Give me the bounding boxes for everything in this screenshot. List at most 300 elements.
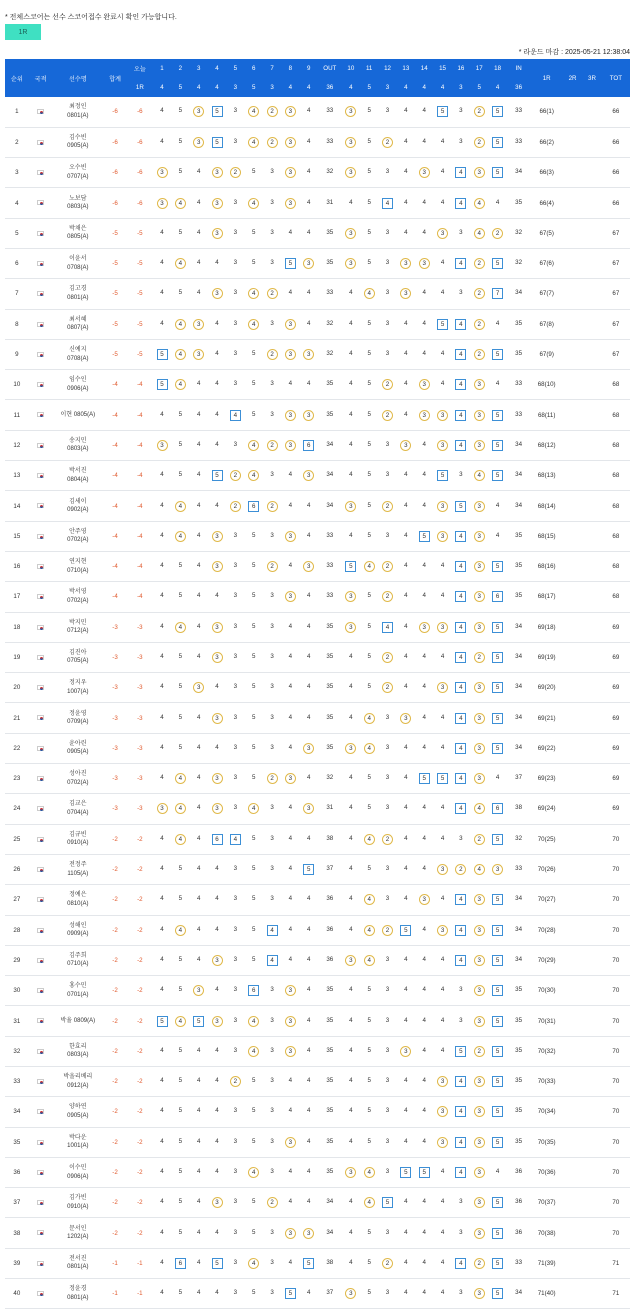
- player-cell[interactable]: [52, 1036, 103, 1066]
- player-cell[interactable]: [52, 1127, 103, 1157]
- score-value: 4: [196, 1077, 201, 1085]
- hole-score: [153, 370, 171, 400]
- hole-score: [488, 1097, 506, 1127]
- player-cell[interactable]: [52, 1218, 103, 1248]
- korea-flag-icon: [37, 776, 44, 781]
- score-value: 4: [196, 562, 201, 570]
- score-value: 3: [385, 228, 390, 236]
- player-row[interactable]: [5, 400, 630, 430]
- leaderboard: [5, 59, 630, 1309]
- score-value: 4: [404, 350, 408, 358]
- score-value: 4: [307, 955, 311, 963]
- player-row[interactable]: [5, 915, 630, 945]
- score-value: 2: [474, 288, 485, 299]
- round1-score: 68(11): [530, 400, 562, 430]
- score-value: 4: [422, 198, 426, 206]
- score-value: 3: [233, 440, 238, 448]
- score-value: 2: [267, 288, 278, 299]
- score-value: 4: [215, 350, 219, 358]
- score-value: 4: [422, 471, 426, 479]
- hole-score: [415, 1067, 433, 1097]
- player-row[interactable]: [5, 642, 630, 672]
- total-score: -4: [103, 430, 127, 460]
- hole-score: [190, 1188, 208, 1218]
- hole-score: [488, 248, 506, 278]
- hole-score: [342, 1097, 360, 1127]
- hole-score: [452, 733, 470, 763]
- score-value: 4: [404, 1258, 408, 1266]
- player-row[interactable]: [5, 764, 630, 794]
- score-value: 4: [404, 380, 408, 388]
- score-value: 2: [267, 1197, 278, 1208]
- player-row[interactable]: [5, 1218, 630, 1248]
- hole-score: [360, 976, 378, 1006]
- player-birth-code: 0910(A): [67, 840, 89, 847]
- hole-score: [415, 1188, 433, 1218]
- hole-score: [488, 582, 506, 612]
- player-birth-code: 0803(A): [67, 446, 89, 453]
- score-value: 4: [349, 986, 353, 994]
- score-value: 5: [212, 470, 223, 481]
- score-value: 2: [474, 1258, 485, 1269]
- player-cell[interactable]: [52, 158, 103, 188]
- player-row[interactable]: [5, 461, 630, 491]
- player-row[interactable]: [5, 854, 630, 884]
- player-cell[interactable]: [52, 945, 103, 975]
- score-value: 4: [215, 865, 219, 873]
- player-row[interactable]: [5, 1127, 630, 1157]
- player-row[interactable]: [5, 1097, 630, 1127]
- col-hole-1: 1: [153, 59, 171, 78]
- score-value: 5: [367, 531, 371, 539]
- player-cell[interactable]: [52, 279, 103, 309]
- hole-score: [433, 673, 451, 703]
- score-value: 4: [288, 1168, 293, 1176]
- hole-score: [226, 521, 244, 551]
- hole-score: [281, 733, 299, 763]
- score-value: 3: [385, 1137, 390, 1145]
- hole-score: [281, 1006, 299, 1036]
- hole-score: [415, 551, 433, 581]
- hole-score: [226, 1036, 244, 1066]
- score-value: 4: [215, 410, 219, 418]
- player-cell[interactable]: [52, 1097, 103, 1127]
- score-value: 6: [248, 501, 259, 512]
- rank-cell: 22: [5, 733, 29, 763]
- score-value: 3: [212, 1197, 223, 1208]
- player-cell[interactable]: [52, 733, 103, 763]
- player-cell[interactable]: [52, 915, 103, 945]
- player-cell[interactable]: [52, 854, 103, 884]
- player-cell[interactable]: [52, 764, 103, 794]
- hole-score: [281, 1127, 299, 1157]
- player-name: 김가빈: [69, 1195, 87, 1202]
- hole-score: [360, 1279, 378, 1309]
- score-value: 3: [385, 1168, 390, 1176]
- player-row[interactable]: [5, 218, 630, 248]
- hole-score: [208, 309, 226, 339]
- player-row[interactable]: [5, 127, 630, 157]
- hole-score: [245, 551, 263, 581]
- hole-score: [245, 248, 263, 278]
- out-total: [318, 1127, 342, 1157]
- hole-score: [208, 703, 226, 733]
- score-value: 4: [196, 592, 201, 600]
- player-cell[interactable]: [52, 370, 103, 400]
- hole-score: [415, 764, 433, 794]
- score-value: 2: [492, 228, 503, 239]
- in-total: [507, 400, 531, 430]
- player-name: 박지민: [69, 619, 87, 626]
- hole-score: [488, 430, 506, 460]
- score-value: 5: [251, 652, 256, 660]
- score-value: 4: [196, 259, 201, 267]
- score-value: 4: [349, 804, 353, 812]
- hole-score: [452, 824, 470, 854]
- player-cell[interactable]: [52, 461, 103, 491]
- score-value: 33: [515, 107, 523, 115]
- player-row[interactable]: [5, 309, 630, 339]
- player-cell[interactable]: [52, 339, 103, 369]
- score-value: 3: [385, 259, 390, 267]
- hole-score: [397, 188, 415, 218]
- score-value: 3: [212, 652, 223, 663]
- player-cell[interactable]: [52, 491, 103, 521]
- player-row[interactable]: [5, 673, 630, 703]
- player-cell[interactable]: [52, 1157, 103, 1187]
- score-value: 4: [196, 1258, 201, 1266]
- out-total: [318, 430, 342, 460]
- score-value: 4: [160, 1046, 164, 1054]
- hole-score: [470, 97, 488, 127]
- score-value: 35: [515, 350, 523, 358]
- hole-score: [300, 430, 318, 460]
- player-row[interactable]: [5, 1067, 630, 1097]
- player-name: 김수빈: [69, 134, 87, 141]
- hole-score: [300, 1067, 318, 1097]
- player-cell[interactable]: [52, 1248, 103, 1278]
- score-value: 34: [515, 895, 523, 903]
- player-row[interactable]: [5, 248, 630, 278]
- player-cell[interactable]: [52, 824, 103, 854]
- score-value: 4: [160, 1107, 164, 1115]
- score-value: 32: [326, 168, 334, 176]
- player-row[interactable]: [5, 188, 630, 218]
- score-value: 5: [367, 774, 371, 782]
- score-value: 35: [326, 380, 334, 388]
- player-row[interactable]: [5, 339, 630, 369]
- player-cell[interactable]: [52, 612, 103, 642]
- score-value: 4: [196, 895, 201, 903]
- score-value: 4: [196, 228, 201, 236]
- score-value: 4: [160, 319, 164, 327]
- hole-score: [208, 976, 226, 1006]
- hole-score: [300, 551, 318, 581]
- player-row[interactable]: [5, 279, 630, 309]
- player-cell[interactable]: [52, 1067, 103, 1097]
- score-value: 5: [492, 167, 503, 178]
- out-total: [318, 551, 342, 581]
- player-birth-code: 0702(A): [67, 537, 89, 544]
- score-value: 5: [367, 804, 371, 812]
- player-name: 박서진: [69, 468, 87, 475]
- hole-score: [281, 461, 299, 491]
- player-cell[interactable]: [52, 703, 103, 733]
- hole-score: [281, 158, 299, 188]
- total-score: -6: [103, 188, 127, 218]
- score-value: 7: [492, 288, 503, 299]
- hole-score: [190, 400, 208, 430]
- hole-score: [245, 764, 263, 794]
- score-value: 4: [160, 652, 164, 660]
- score-value: 4: [160, 713, 164, 721]
- nation-cell: [29, 127, 53, 157]
- out-total: [318, 612, 342, 642]
- score-value: 4: [160, 1289, 164, 1297]
- player-cell[interactable]: [52, 1279, 103, 1309]
- player-row[interactable]: [5, 945, 630, 975]
- rank-cell: 28: [5, 915, 29, 945]
- player-cell[interactable]: [52, 794, 103, 824]
- score-value: 5: [492, 652, 503, 663]
- player-row[interactable]: [5, 1036, 630, 1066]
- out-total: [318, 339, 342, 369]
- rank-cell: 37: [5, 1188, 29, 1218]
- hole-score: [263, 158, 281, 188]
- hole-score: [360, 794, 378, 824]
- hole-score: [433, 1157, 451, 1187]
- score-value: 5: [367, 1258, 371, 1266]
- score-value: 4: [349, 895, 353, 903]
- player-row[interactable]: [5, 794, 630, 824]
- hole-score: [342, 1157, 360, 1187]
- korea-flag-icon: [37, 685, 44, 690]
- score-value: 4: [288, 865, 293, 873]
- hole-score: [226, 158, 244, 188]
- score-value: 4: [440, 1016, 445, 1024]
- total-score: -2: [103, 1157, 127, 1187]
- score-value: 4: [215, 1046, 219, 1054]
- score-value: 4: [175, 834, 186, 845]
- hole-score: [226, 1188, 244, 1218]
- score-value: 4: [474, 864, 485, 875]
- player-cell[interactable]: [52, 248, 103, 278]
- player-cell[interactable]: [52, 976, 103, 1006]
- hole-score: [208, 1006, 226, 1036]
- hole-score: [342, 309, 360, 339]
- player-birth-code: 0906(A): [67, 1173, 89, 1180]
- player-cell[interactable]: [52, 673, 103, 703]
- hole-score: [300, 582, 318, 612]
- col-hole-3: 3: [190, 59, 208, 78]
- player-cell[interactable]: [52, 582, 103, 612]
- score-value: 4: [307, 531, 311, 539]
- hole-score: [300, 945, 318, 975]
- score-value: 35: [326, 1168, 334, 1176]
- hole-score: [300, 794, 318, 824]
- hole-score: [433, 309, 451, 339]
- in-total: [507, 1097, 531, 1127]
- hole-score: [171, 309, 189, 339]
- score-value: 4: [455, 925, 466, 936]
- hole-score: [488, 400, 506, 430]
- rank-cell: 33: [5, 1067, 29, 1097]
- score-value: 38: [515, 804, 523, 812]
- tot-score: 69: [602, 794, 630, 824]
- hole-score: [415, 188, 433, 218]
- player-cell[interactable]: [52, 1188, 103, 1218]
- player-name: 정지우: [69, 680, 87, 687]
- hole-score: [342, 612, 360, 642]
- player-row[interactable]: [5, 612, 630, 642]
- score-value: 3: [474, 1288, 485, 1299]
- score-value: 4: [248, 319, 259, 330]
- round-1r-button[interactable]: 1R: [5, 24, 41, 40]
- score-value: 5: [251, 1289, 256, 1297]
- nation-cell: [29, 673, 53, 703]
- score-value: 4: [349, 1077, 353, 1085]
- score-value: 35: [326, 652, 334, 660]
- hole-score: [378, 309, 396, 339]
- total-score: -2: [103, 1006, 127, 1036]
- score-value: 31: [326, 198, 334, 206]
- player-cell[interactable]: [52, 1006, 103, 1036]
- hole-score: [470, 370, 488, 400]
- round3-score: [582, 400, 601, 430]
- player-row[interactable]: [5, 733, 630, 763]
- round1-score: 69(20): [530, 673, 562, 703]
- in-total: [507, 1248, 531, 1278]
- score-value: 3: [345, 1167, 356, 1178]
- score-value: 3: [233, 259, 238, 267]
- score-value: 35: [515, 198, 523, 206]
- korea-flag-icon: [37, 1140, 44, 1145]
- round3-score: [582, 279, 601, 309]
- player-row[interactable]: [5, 1157, 630, 1187]
- score-value: 3: [233, 1107, 238, 1115]
- hole-score: [226, 400, 244, 430]
- hole-score: [433, 885, 451, 915]
- player-row[interactable]: [5, 1279, 630, 1309]
- player-cell[interactable]: [52, 885, 103, 915]
- korea-flag-icon: [37, 988, 44, 993]
- score-value: 4: [349, 350, 353, 358]
- score-value: 3: [385, 471, 390, 479]
- player-row[interactable]: [5, 582, 630, 612]
- round2-score: [563, 642, 582, 672]
- player-cell[interactable]: [52, 188, 103, 218]
- hole-score: [360, 430, 378, 460]
- hole-score: [300, 1036, 318, 1066]
- hole-score: [226, 551, 244, 581]
- score-value: 3: [270, 531, 274, 539]
- hole-score: [452, 1097, 470, 1127]
- player-cell[interactable]: [52, 551, 103, 581]
- score-value: 3: [270, 259, 274, 267]
- player-cell[interactable]: [52, 309, 103, 339]
- hole-score: [281, 400, 299, 430]
- hole-score: [263, 1006, 281, 1036]
- player-cell[interactable]: [52, 127, 103, 157]
- score-value: 34: [326, 440, 334, 448]
- round3-score: [582, 1097, 601, 1127]
- score-value: 5: [178, 1137, 183, 1145]
- hole-score: [281, 703, 299, 733]
- in-total: [507, 521, 531, 551]
- hole-score: [342, 703, 360, 733]
- player-row[interactable]: [5, 521, 630, 551]
- total-score: -5: [103, 279, 127, 309]
- player-row[interactable]: [5, 551, 630, 581]
- score-value: 34: [326, 1228, 334, 1236]
- player-name: 김주희: [69, 952, 87, 959]
- player-cell[interactable]: [52, 521, 103, 551]
- tot-score: 68: [602, 582, 630, 612]
- player-row[interactable]: [5, 885, 630, 915]
- player-row[interactable]: [5, 824, 630, 854]
- hole-score: [190, 430, 208, 460]
- player-row[interactable]: [5, 158, 630, 188]
- hole-score: [300, 1279, 318, 1309]
- hole-score: [190, 1067, 208, 1097]
- score-value: 4: [349, 531, 353, 539]
- col-par-5: 3: [226, 78, 244, 97]
- hole-score: [190, 1006, 208, 1036]
- player-birth-code: 0803(A): [67, 1052, 89, 1059]
- hole-score: [415, 612, 433, 642]
- hole-score: [171, 1188, 189, 1218]
- player-row[interactable]: [5, 1188, 630, 1218]
- player-cell[interactable]: [52, 430, 103, 460]
- player-cell[interactable]: [52, 400, 103, 430]
- score-value: 4: [455, 713, 466, 724]
- score-value: 2: [382, 925, 393, 936]
- player-row[interactable]: [5, 703, 630, 733]
- score-value: 3: [385, 531, 390, 539]
- player-row[interactable]: [5, 370, 630, 400]
- score-value: 5: [367, 380, 371, 388]
- player-row[interactable]: [5, 1006, 630, 1036]
- player-row[interactable]: [5, 976, 630, 1006]
- score-value: 4: [422, 1077, 426, 1085]
- hole-score: [263, 1248, 281, 1278]
- player-row[interactable]: [5, 430, 630, 460]
- player-cell[interactable]: [52, 642, 103, 672]
- player-birth-code: 0710(A): [67, 567, 89, 574]
- score-value: 34: [326, 471, 334, 479]
- score-value: 4: [215, 1168, 219, 1176]
- player-cell[interactable]: [52, 97, 103, 127]
- player-cell[interactable]: [52, 218, 103, 248]
- score-value: 2: [474, 834, 485, 845]
- score-value: 5: [367, 652, 371, 660]
- player-row[interactable]: [5, 97, 630, 127]
- score-value: 5: [251, 895, 256, 903]
- in-total: [507, 127, 531, 157]
- hole-score: [281, 1218, 299, 1248]
- score-value: 4: [495, 774, 500, 782]
- score-value: 3: [385, 319, 390, 327]
- player-row[interactable]: [5, 491, 630, 521]
- player-row[interactable]: [5, 1248, 630, 1278]
- hole-score: [470, 309, 488, 339]
- score-value: 4: [248, 470, 259, 481]
- player-name: 전정주: [69, 862, 87, 869]
- score-value: 4: [196, 198, 201, 206]
- hole-score: [452, 582, 470, 612]
- score-value: 4: [404, 168, 408, 176]
- hole-score: [452, 461, 470, 491]
